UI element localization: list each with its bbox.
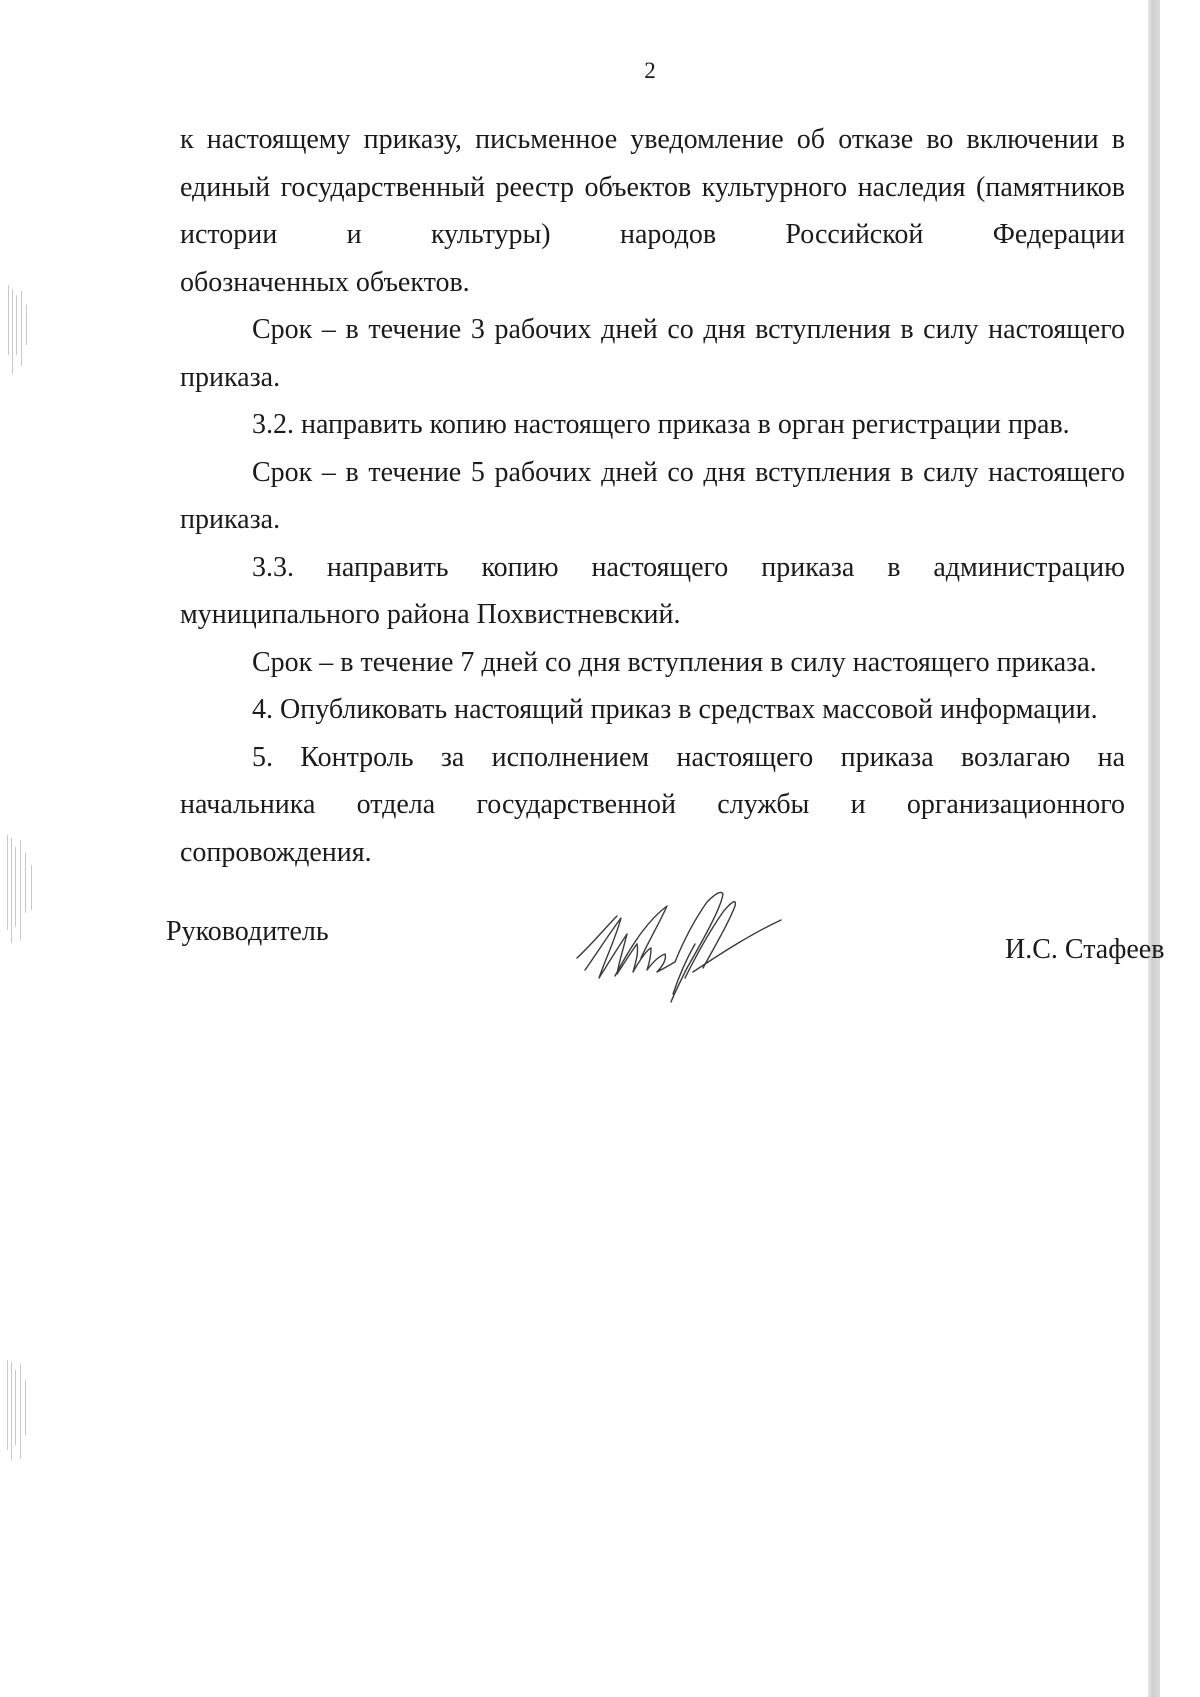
scanned-page-edge [1148,0,1160,1697]
paragraph-4: 4. Опубликовать настоящий приказ в средствах массовой информации. [252,694,1098,725]
paragraph-deadline-5-days-last-line: приказа. [180,504,281,535]
page-margin [1160,0,1200,1697]
page-number: 2 [644,58,656,83]
paragraph-5: 5. Контроль за исполнением настоящего приказа возлагаю на начальника отдела государственной службы и организационного [180,741,1125,820]
paragraph-3-3: 3.3. направить копию настоящего приказа в администрацию [252,551,1125,583]
paragraph-deadline-3-days: Срок – в течение 3 рабочих дней со дня вступления в силу настоящего [252,314,1125,345]
signature-block [0,900,1200,1040]
paragraph-deadline-5-days: Срок – в течение 5 рабочих дней со дня вступления в силу настоящего [252,456,1125,488]
paragraph-5-last-line: сопровождения. [180,836,372,868]
document-body [180,116,1125,876]
scan-artifact [4,285,38,375]
signatory-name: И.С. Стафеев [1005,934,1165,965]
handwritten-signature [575,888,805,1013]
signatory-position: Руководитель [166,916,329,947]
paragraph-1-last-line: обозначенных объектов. [180,266,470,298]
paragraph-3-2: 3.2. направить копию настоящего приказа в орган регистрации прав. [252,409,1070,440]
paragraph-deadline-3-days-last-line: приказа. [180,361,281,393]
scan-artifact [4,1360,38,1460]
paragraph-deadline-7-days: Срок – в течение 7 дней со дня вступления в силу настоящего приказа. [252,646,1097,678]
paragraph-1: к настоящему приказу, письменное уведомление об отказе во включении в единый государственный реестр объектов культурного наследия (памятников истории и культуры) народов Российской Федерации [180,124,1125,250]
paragraph-3-3-last-line: муниципального района Похвистневский. [180,599,681,630]
